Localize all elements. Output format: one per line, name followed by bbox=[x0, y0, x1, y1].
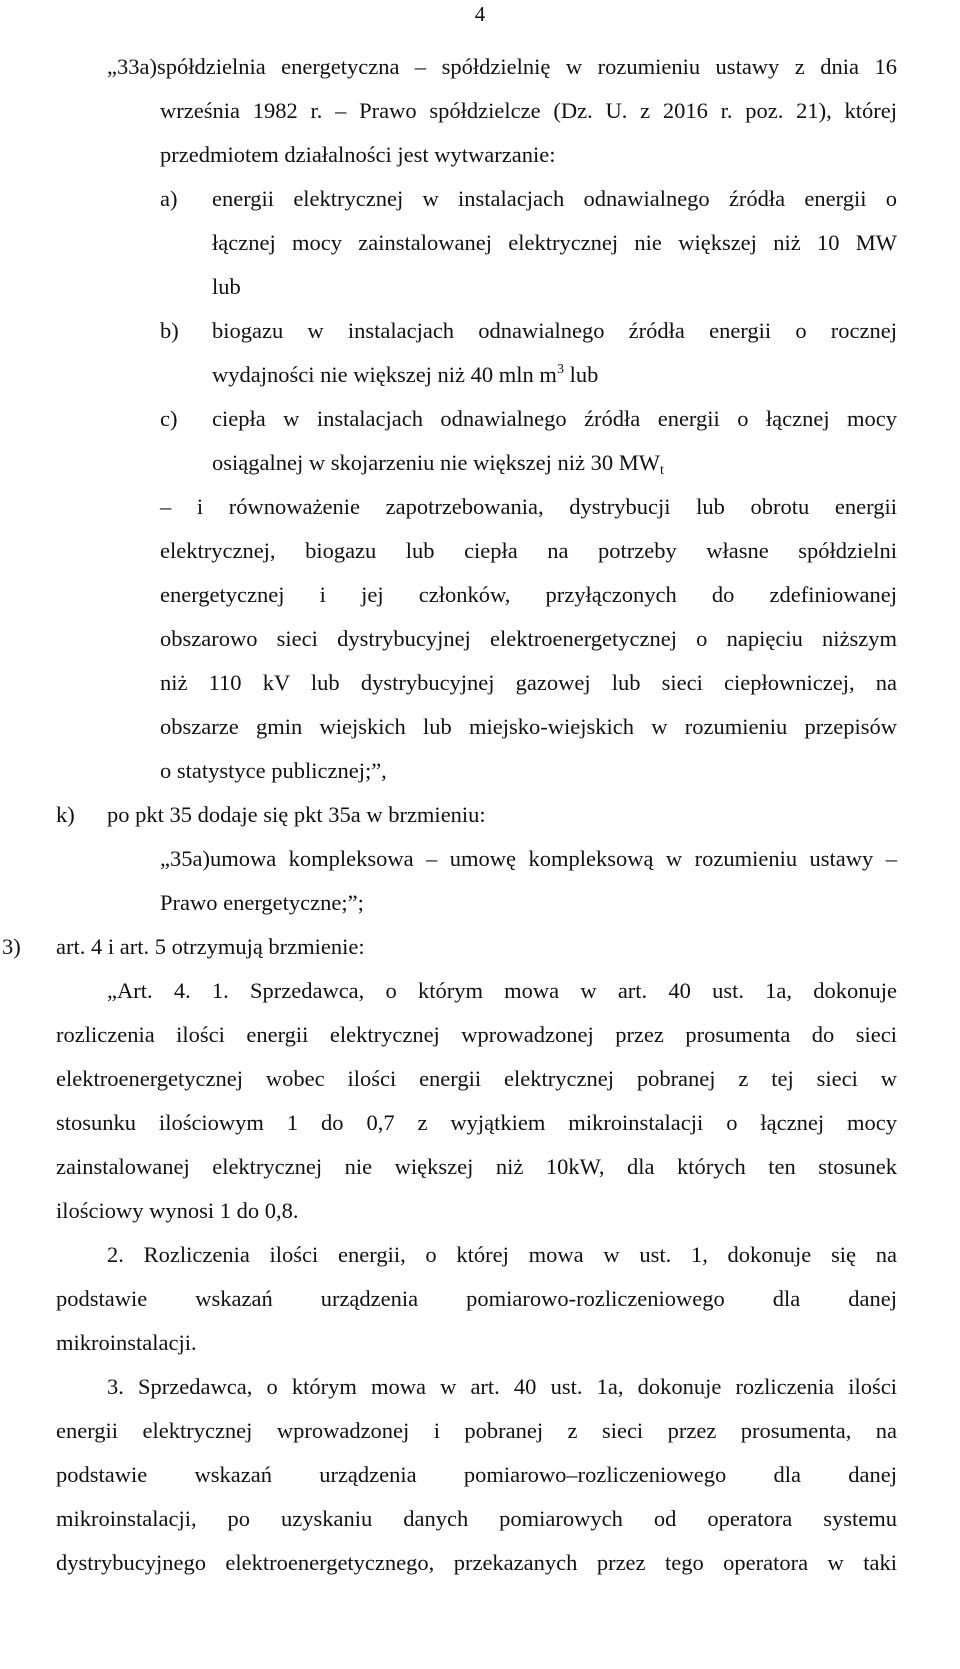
text-line: elektrycznej, biogazu lub ciepła na potrzeby własne spółdzielni bbox=[160, 538, 897, 563]
text-line: mikroinstalacji. bbox=[56, 1330, 197, 1355]
text-line: września 1982 r. – Prawo spółdzielcze (Dz. U. z 2016 r. poz. 21), której bbox=[160, 98, 897, 123]
text-line: o statystyce publicznej;”, bbox=[160, 758, 387, 783]
list-label: a) bbox=[160, 186, 178, 211]
text-line: niż 110 kV lub dystrybucyjnej gazowej lub sieci ciepłowniczej, na bbox=[160, 670, 897, 695]
text-segment: osiągalnej w skojarzeniu nie większej niż 30 MW bbox=[212, 450, 660, 475]
text-line: stosunku ilościowym 1 do 0,7 z wyjątkiem mikroinstalacji o łącznej mocy bbox=[56, 1110, 897, 1135]
text-line bbox=[212, 448, 664, 478]
text-line: energii elektrycznej w instalacjach odnawialnego źródła energii o bbox=[212, 186, 897, 211]
text-line: energii elektrycznej wprowadzonej i pobranej z sieci przez prosumenta, na bbox=[56, 1418, 897, 1443]
text-line: „33a)spółdzielnia energetyczna – spółdzielnię w rozumieniu ustawy z dnia 16 bbox=[107, 54, 897, 79]
text-line: 3. Sprzedawca, o którym mowa w art. 40 ust. 1a, dokonuje rozliczenia ilości bbox=[107, 1374, 897, 1399]
text-line: – i równoważenie zapotrzebowania, dystrybucji lub obrotu energii bbox=[160, 494, 897, 519]
text-line bbox=[212, 360, 598, 390]
superscript: 3 bbox=[556, 362, 564, 377]
text-line: „35a)umowa kompleksowa – umowę kompleksową w rozumieniu ustawy – bbox=[160, 846, 897, 871]
list-label: b) bbox=[160, 318, 179, 343]
text-line: podstawie wskazań urządzenia pomiarowo-rozliczeniowego dla danej bbox=[56, 1286, 897, 1311]
text-line: elektroenergetycznej wobec ilości energii elektrycznej pobranej z tej sieci w bbox=[56, 1066, 897, 1091]
text-line: obszarowo sieci dystrybucyjnej elektroenergetycznej o napięciu niższym bbox=[160, 626, 897, 651]
text-segment: lub bbox=[563, 362, 599, 387]
text-line: rozliczenia ilości energii elektrycznej wprowadzonej przez prosumenta do sieci bbox=[56, 1022, 897, 1047]
text-line: energetycznej i jej członków, przyłączonych do zdefiniowanej bbox=[160, 582, 897, 607]
text-line: art. 4 i art. 5 otrzymują brzmienie: bbox=[56, 934, 365, 959]
page-number: 4 bbox=[474, 2, 486, 26]
text-line: ilościowy wynosi 1 do 0,8. bbox=[56, 1198, 299, 1223]
text-segment: wydajności nie większej niż 40 mln m bbox=[212, 362, 557, 387]
text-line: dystrybucyjnego elektroenergetycznego, przekazanych przez tego operatora w taki bbox=[56, 1550, 897, 1575]
text-line: mikroinstalacji, po uzyskaniu danych pomiarowych od operatora systemu bbox=[56, 1506, 897, 1531]
subscript: t bbox=[660, 463, 664, 478]
text-line: przedmiotem działalności jest wytwarzanie: bbox=[160, 142, 556, 167]
text-line: 2. Rozliczenia ilości energii, o której mowa w ust. 1, dokonuje się na bbox=[107, 1242, 897, 1267]
text-line: obszarze gmin wiejskich lub miejsko-wiejskich w rozumieniu przepisów bbox=[160, 714, 897, 739]
text-line: „Art. 4. 1. Sprzedawca, o którym mowa w art. 40 ust. 1a, dokonuje bbox=[107, 978, 897, 1003]
text-line: lub bbox=[212, 274, 241, 299]
text-line: biogazu w instalacjach odnawialnego źródła energii o rocznej bbox=[212, 318, 897, 343]
list-label: k) bbox=[56, 802, 75, 827]
text-line: zainstalowanej elektrycznej nie większej niż 10kW, dla których ten stosunek bbox=[56, 1154, 897, 1179]
text-line: po pkt 35 dodaje się pkt 35a w brzmieniu: bbox=[107, 802, 486, 827]
text-line: łącznej mocy zainstalowanej elektrycznej nie większej niż 10 MW bbox=[212, 230, 897, 255]
text-line: ciepła w instalacjach odnawialnego źródła energii o łącznej mocy bbox=[212, 406, 897, 431]
text-line: podstawie wskazań urządzenia pomiarowo–rozliczeniowego dla danej bbox=[56, 1462, 897, 1487]
list-label: c) bbox=[160, 406, 178, 431]
list-label: 3) bbox=[2, 934, 21, 959]
text-line: Prawo energetyczne;”; bbox=[160, 890, 364, 915]
